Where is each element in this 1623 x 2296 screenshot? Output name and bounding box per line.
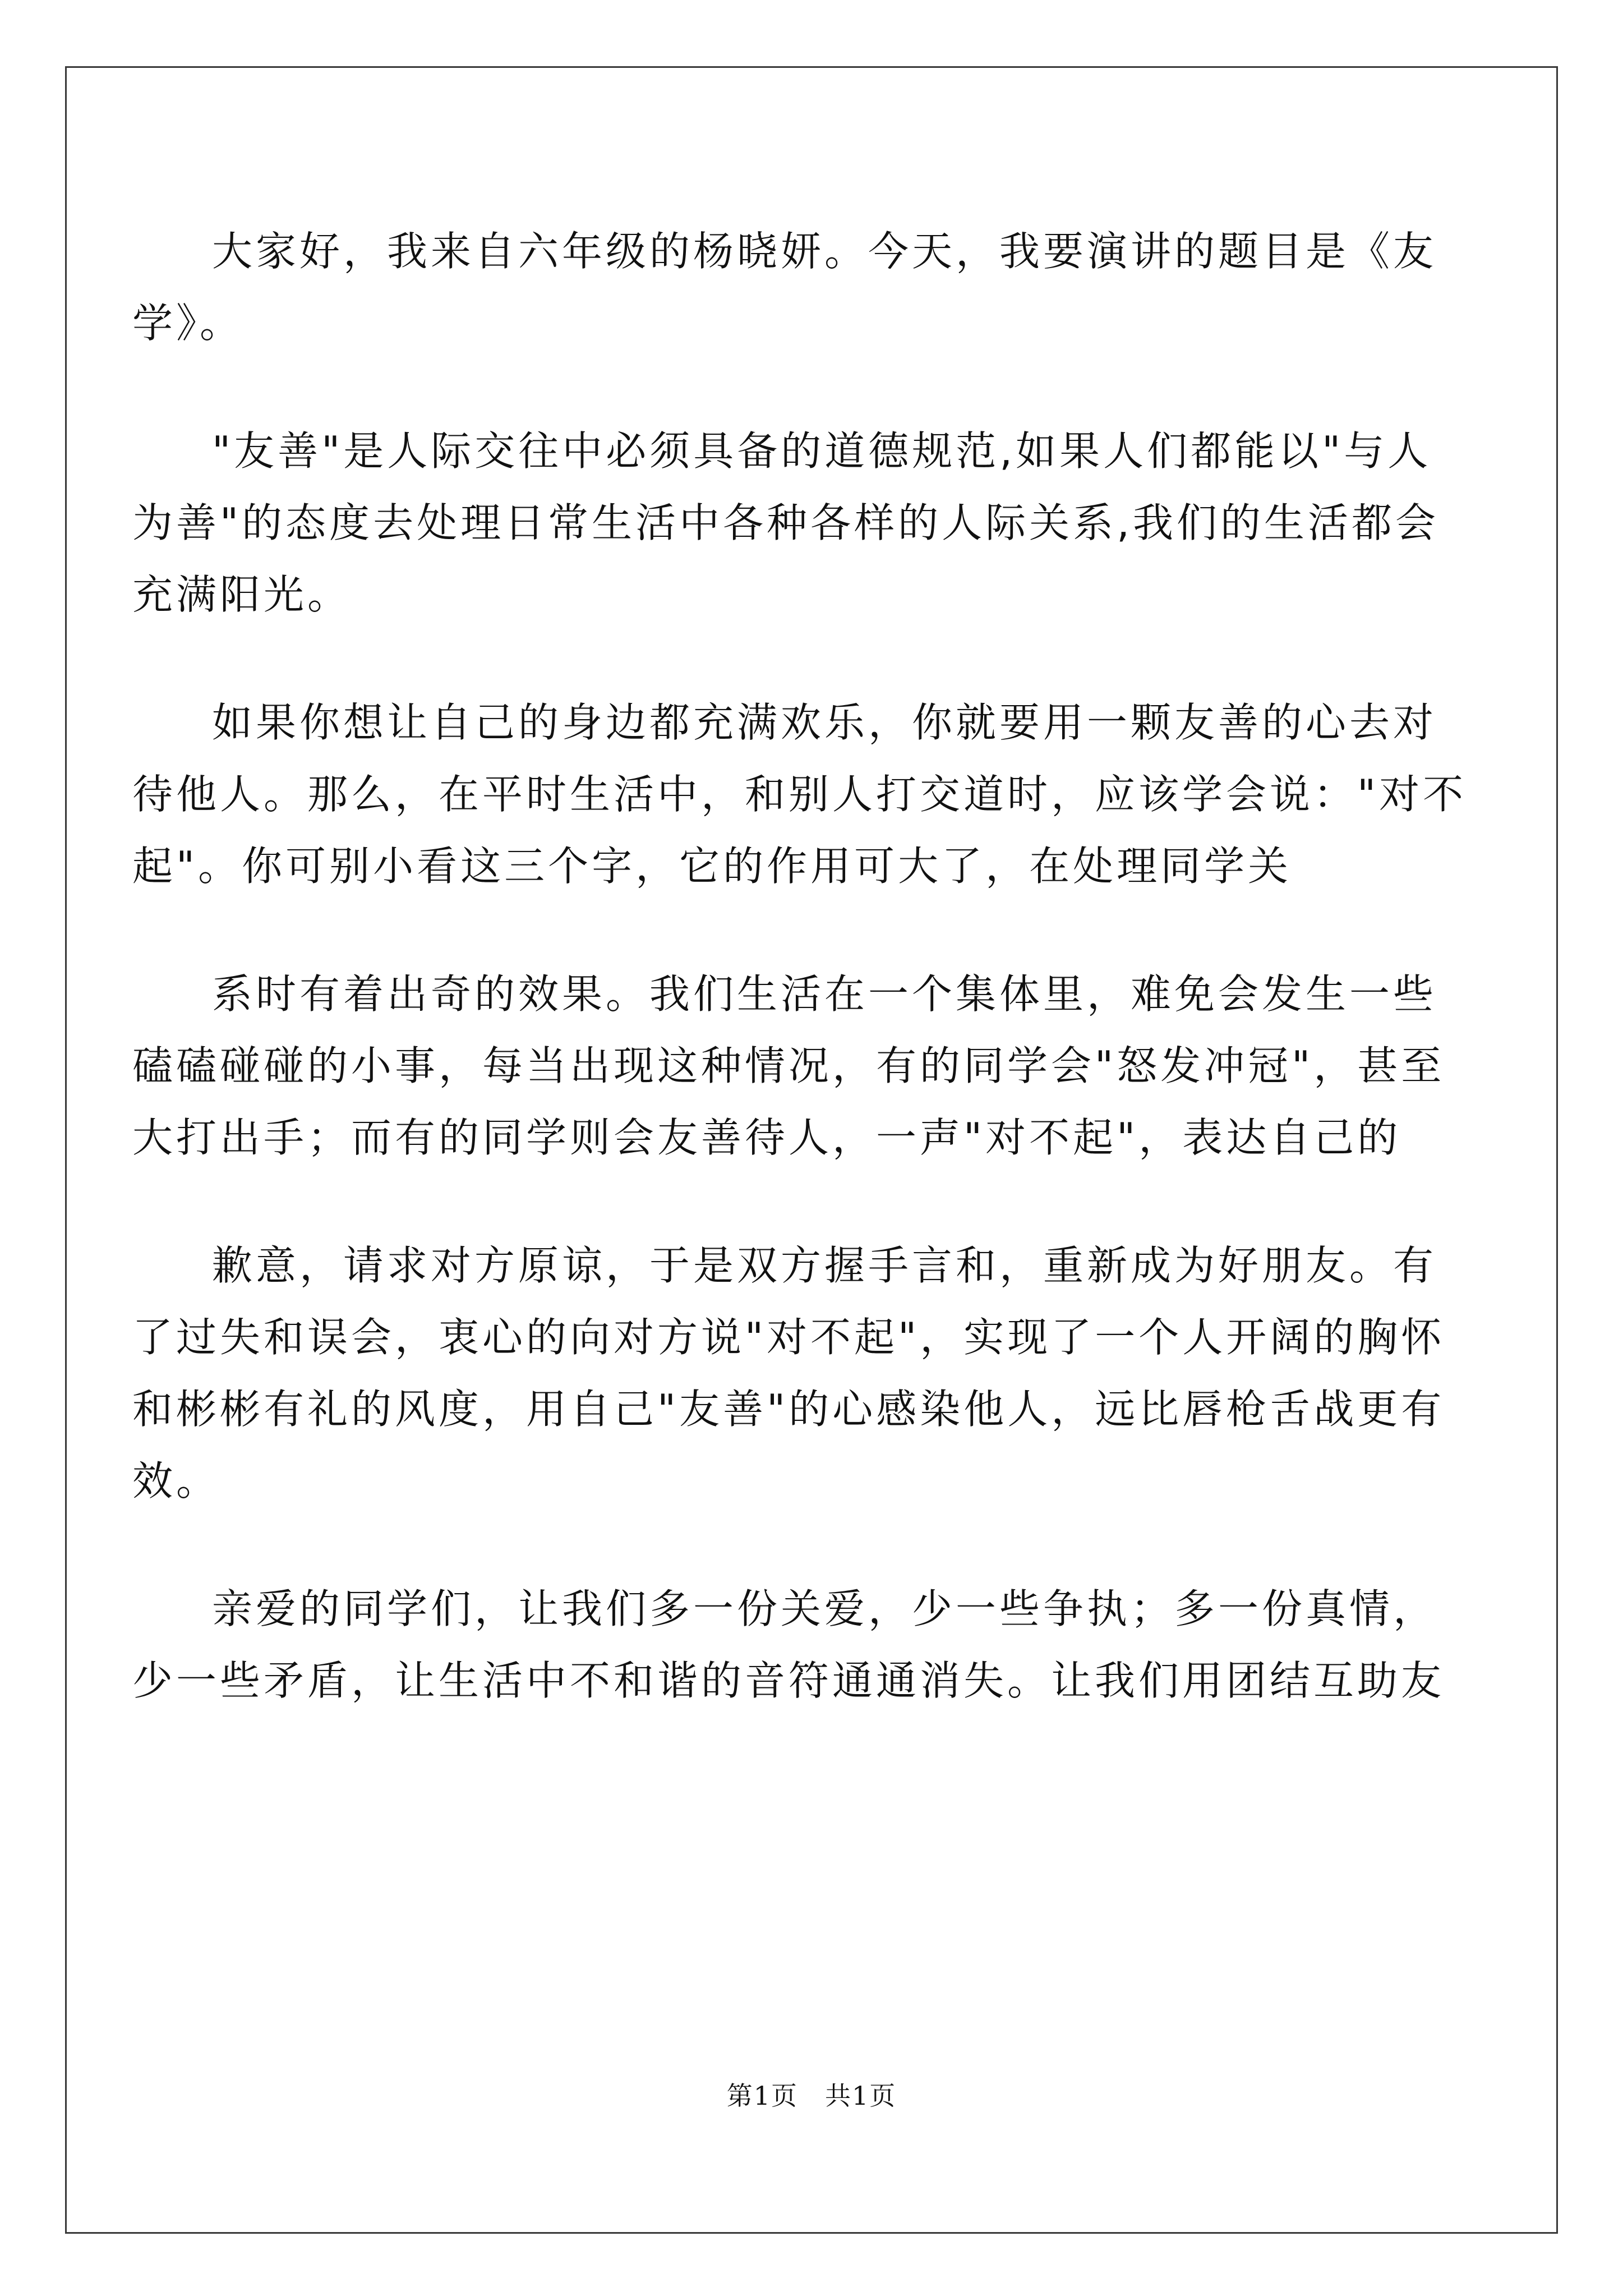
text-line: "友善"是人际交往中必须具备的道德规范,如果人们都能以"与人 (212, 427, 1432, 475)
text-line: 亲爱的同学们，让我们多一份关爱，少一些争执；多一份真情， (212, 1585, 1437, 1632)
text-line: 待他人。那么，在平时生活中，和别人打交道时，应该学会说："对不 (132, 771, 1467, 818)
text-line: 起"。你可别小看这三个字，它的作用可大了，在处理同学关 (132, 843, 1292, 890)
document-body (132, 215, 1490, 1717)
text-line: 大打出手；而有的同学则会友善待人，一声"对不起"，表达自己的 (132, 1114, 1401, 1161)
text-line: 了过失和误会，衷心的向对方说"对不起"，实现了一个人开阔的胸怀 (132, 1314, 1445, 1361)
text-line: 充满阳光。 (132, 571, 352, 618)
paragraph (132, 215, 1490, 359)
text-line: 学》。 (132, 300, 244, 347)
paragraph (132, 958, 1490, 1174)
text-line: 和彬彬有礼的风度，用自己"友善"的心感染他人，远比唇枪舌战更有 (132, 1386, 1445, 1433)
text-line: 效。 (132, 1457, 220, 1504)
text-line: 如果你想让自己的身边都充满欢乐，你就要用一颗友善的心去对 (212, 699, 1437, 746)
text-line: 磕磕碰碰的小事，每当出现这种情况，有的同学会"怒发冲冠"，甚至 (132, 1042, 1445, 1089)
page-number: 第1页 共1页 (726, 2081, 897, 2111)
paragraph (132, 687, 1490, 902)
text-line: 系时有着出奇的效果。我们生活在一个集体里，难免会发生一些 (212, 970, 1437, 1018)
paragraph (132, 1230, 1490, 1517)
text-line: 少一些矛盾，让生活中不和谐的音符通通消失。让我们用团结互助友 (132, 1657, 1445, 1704)
text-line: 为善"的态度去处理日常生活中各种各样的人际关系,我们的生活都会 (132, 499, 1440, 546)
paragraph (132, 415, 1490, 631)
paragraph (132, 1573, 1490, 1717)
text-line: 大家好，我来自六年级的杨晓妍。今天，我要演讲的题目是《友 (212, 228, 1437, 275)
text-line: 歉意，请求对方原谅，于是双方握手言和，重新成为好朋友。有 (212, 1242, 1437, 1289)
